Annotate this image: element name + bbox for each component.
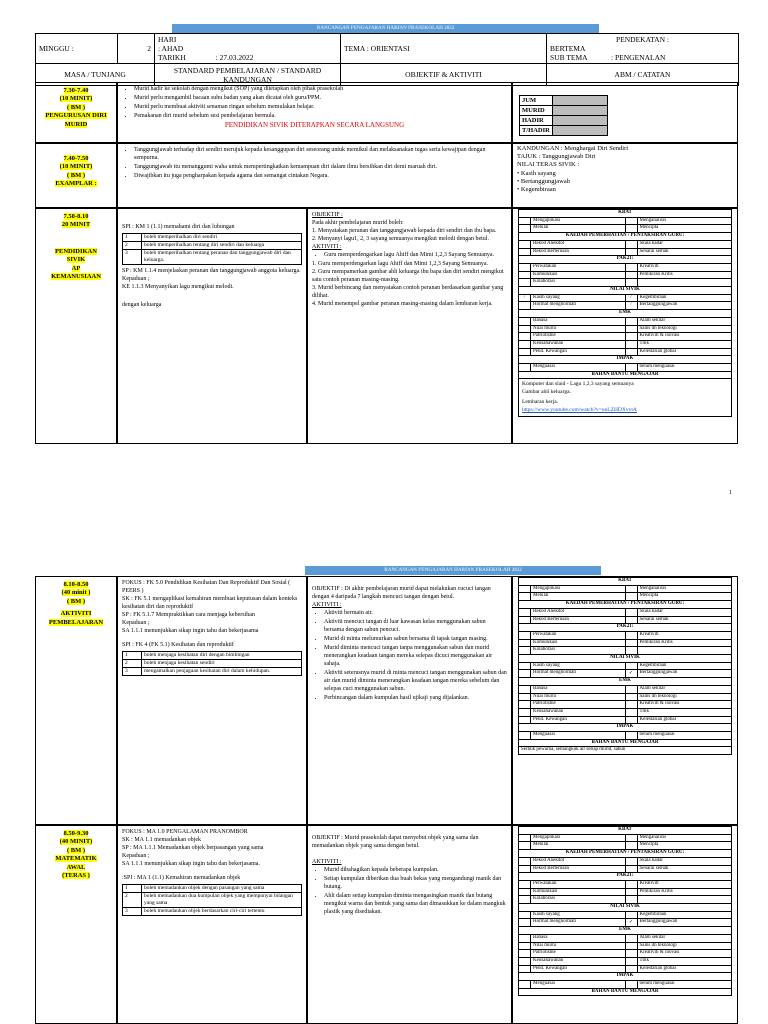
page-2: [0, 556, 768, 1024]
rubric-1: KBAT Mengaplikasi Menganalisis Menilai Mencipta KAEDAH PEMERHATIAN / PENTAKSIRAN GURU: Rekod Anekdot Skala kadar Rekod Berterusan Senarai semak PAK21: Perwatakan Kreativiti Komunikasi Pemikiran Kritis Kolaborasi NILAI SIVIK / Kasih sayang / Kegembiraan Hormat menghormati / Bertanggungjawab EMK Bahasa Alam sekitar Nilai murni Sains dn teknologi Patriotisme Kreativiti & inovasi Keusahawanan Tmk Pend. Kewangan Kelestarian global IMPAK Menguasai belum menguasai BAHAN BANTU MENGAJAR Komputer dan slaid - Lagu 1,2,3 sayang semuanya Gambar ahli keluarga. Lembaran kerja. https://www.youtube.com/watch?v=onLZHDXvvtA: [518, 209, 732, 417]
pendekatan-subtema: PENDEKATAN : BERTEMA SUB TEMA : PENGENALAN: [547, 34, 739, 64]
row2-time: 7.40-7.50 (10 MINIT) ( BM ) EXAMPLAR :: [35, 143, 117, 208]
minggu-value: 2: [118, 34, 155, 64]
row3-standard: SPI : KM 1 (1.1) memahami diri dan lubungan 1 boleh memperihalkan diri sendiri 2 boleh memperihalkan tentang diri sendiri dan keluarga 3 boleh memperihalkan tentang peranan dan tanggungjawab diri dan keluarga. SP : KM 1.1.4 menjelaskan peranan dan tanggungjawab anggota keluarga. Kepaduan ; KE 1.1.3 Menyanyikan lagu mengikut melodi. dengan keluarga: [117, 208, 307, 444]
page-1: [0, 0, 768, 470]
attendance-table: JUM MURID HADIR T/HADIR: [519, 95, 608, 136]
row3-aktiviti: • Guru memperdengarkan lagu Ahiff dan Mimi 1,2,3 Sayang Semuanya.: [312, 251, 507, 259]
col-masa: MASA / TUNJANG: [36, 64, 155, 86]
row5-objektif: OBJEKTIF : Murid prasekolah dapat menyebut objek yang sama dan memadankan objek yang sama dengan betul. AKTIVITI : • Murid dibahagikan kepada beberapa kumpulan. • Setiap kumpulan diberikan dua buah bekas yang mengandungi manik dan butang. • Ahli dalam setiap kumpulan diminta mengasingkan manik dan butang mengikut warna dan bentuk yang sama dan dimasukkan ke dalam mangkuk plastik yang disediakan.: [307, 825, 512, 1024]
tema: TEMA : ORIENTASI: [341, 34, 547, 64]
rubric-3: KBAT Mengaplikasi Menganalisis Menilai Mencipta KAEDAH PEMERHATIAN / PENTAKSIRAN GURU: Rekod Anekdot Skala kadar Rekod Berterusan Senarai semak PAK21: Perwatakan Kreativiti Komunikasi Pemikiran Kritis Kolaborasi NILAI SIVIK Kasih sayang Kegembiraan Hormat menghormati ✓ Bertanggungjawab EMK Bahasa Alam sekitar Nilai murni Sains dn teknologi Patriotisme Kreativiti & inovasi Keusahawanan Tmk Pend. Kewangan Kelestarian global IMPAK Menguasai belum menguasai BAHAN BANTU MENGAJAR: [518, 826, 732, 996]
row5-mini-table: 1 boleh memadankan objek dengan pasangan yang sama 2 boleh memadankan dua kumpulan objek yang mempunyai bilangan yang sama 3 boleh memadankan objek berdasarkan ciri-ciri tertentu: [122, 884, 302, 916]
youtube-link[interactable]: https://www.youtube.com/watch?v=onLZHDXvvtA: [522, 406, 637, 413]
banner-2: RANCANGAN PENGAJARAN HARIAN PRASEKOLAH 2022: [305, 566, 601, 575]
col-abm: ABM / CATATAN: [547, 64, 739, 86]
rubric-2: KBAT Mengaplikasi Menganalisis Menilai Mencipta KAEDAH PEMERHATIAN / PENTAKSIRAN GURU: Rekod Anekdot Skala kadar Rekod Berterusan Senarai semak PAK21: Perwatakan Kreativiti Komunikasi Pemikiran Kritis Kolaborasi NILAI SIVIK Kasih sayang Kegembiraan Hormat menghormati ✓ Bertanggungjawab EMK Bahasa Alam sekitar Nilai murni Sains dn teknologi Patriotisme Kreativiti & inovasi Keusahawanan Tmk Pend. Kewangan Kelestarian global IMPAK Menguasai belum menguasai BAHAN BANTU MENGAJAR Serbuk pewarna, semangkuk air setiap murid, sabun: [518, 577, 732, 755]
row4-bahan: Serbuk pewarna, semangkuk air setiap murid, sabun: [519, 747, 732, 755]
page-number: 1: [729, 490, 732, 496]
row2-notes: KANDUNGAN : Menghargai Diri Sendiri TAJUK : Tanggungjawab Diri NILAI TERAS SIVIK : • Kasih sayang • Bertanggungjawab • Kegembiraan: [512, 143, 738, 208]
header-table: [35, 33, 739, 86]
red-note: PENDIDIKAN SIVIK DITERAPKAN SECARA LANGSUNG: [224, 121, 405, 129]
row1-bullets: • Murid hadir ke sekolah dengan mengikut (SOP) yang ditetapkan oleh pihak prasekolah • Murid perlu mengambil bacaan suhu badan yang akan dicatat oleh guru/PPM. • Murid perlu membuat aktiviti senaman ringan sebelum memulakan belajar. • Pemakanan diri murid sebelum sesi pembelajaran bermula.: [122, 85, 507, 120]
row1-time: 7.30-7.40 (10 MINIT) ( BM ) PENGURUSAN DIRI MURID: [35, 82, 117, 143]
row3-objektif: OBJEKTIF : Pada akhir pembelajaran murid boleh: 1. Menyatakan peranan dan tanggungjawab kepada diri sendiri dan ibu bapa. 2. Menyanyi lagu1, 2, 3 sayang semuanya mengikut melodi dengan betul. AKTIVITI : • Guru memperdengarkan lagu Ahiff dan Mimi 1,2,3 Sayang Semuanya. 1. Guru memperdengarkan lagu Ahiff dan Mimi 1,2,3 Sayang Semuanya. 2. Guru mempamerkan gambar ahli keluarga ibu bapa dan diri sendiri mengikut satu contoh peranan masing-masing. 3. Murid berbincang dan menyatakan contoh peranan berdasarkan gambar yang dilihat. 4. Murid menempel gambar peranan masing-masing dalam lembaran kerja.: [307, 208, 512, 444]
row1-content: [117, 82, 512, 143]
row4-objektif: OBJEKTIF : Di akhir pembelajaran murid dapat melakukan cucuci tangan dengan 4 daripada 7 langkah mencuci tangan dengan betul. AKTIVITI : • Aktiviti bermain air. • Aktiviti mencuci tangan di luar kawasan kelas menggunakan sabun bersama dengan sabun pencuci. • Murid di minta melumurkan sabun bersama di tapak tangan masing. • Murid diminta mencuci tangan tanpa menggunakan sabun dan murid menerangkan keadaan tangan mereka selepas dicuci menggunakan air sahaja. • Aktiviti seterusnya murid di minta mencuci tangan menggunakan sabun dan air dan murid diminta menerangkan keadaan tangan mereka sebelum dan selepas cuci menggunakan sabun. • Perbincangan dalam kumpulan hasil ujikaji yang dijalankan.: [307, 576, 512, 825]
banner: RANCANGAN PENGAJARAN HARIAN PRASEKOLAH 2022: [172, 24, 599, 33]
row3-rubric: [512, 208, 738, 444]
row3-mini-table: 1 boleh memperihalkan diri sendiri 2 boleh memperihalkan tentang diri sendiri dan keluarga 3 boleh memperihalkan tentang peranan dan tanggungjawab diri dan keluarga.: [122, 233, 302, 265]
row4-standard: FOKUS : FK 5.0 Pendidikan Kesihatan Dan Reproduktif Dan Sosial ( PEERS ) SK : FK 5.1 mengaplikasi kemahiran membuat keputusan dalam konteks kesihatan diri dan reproduktif SP : FK 5.1.7 Mempraktikkan cara menjaga kebersihan Kepaduan ; SA 1.1.1 menunjukkan sikap ingin tahu dan bekerjasama SPI : FK 4 (FK 5.1) Kesihatan dan reproduktif 1 boleh menjaga kesihatan diri dengan bimbingan 2 boleh menjaga kesihatan sendiri 3 mengamalkan penjagaan kesihatan diri dalam kehidupan.: [117, 576, 307, 825]
hari-tarikh: HARI : AHAD TARIKH : 27.03.2022: [155, 34, 341, 64]
row4-aktiviti: • Aktiviti bermain air. • Aktiviti mencuci tangan di luar kawasan kelas menggunakan sabun bersama dengan sabun pencuci. • Murid di minta melumurkan sabun bersama di tapak tangan masing. • Murid diminta mencuci tangan tanpa menggunakan sabun dan murid menerangkan keadaan tangan mereka selepas dicuci menggunakan air sahaja. • Aktiviti seterusnya murid di minta mencuci tangan menggunakan sabun dan air dan murid diminta menerangkan keadaan tangan mereka sebelum dan selepas cuci menggunakan sabun. • Perbincangan dalam kumpulan hasil ujikaji yang dijalankan.: [312, 609, 507, 702]
row5-aktiviti: • Murid dibahagikan kepada beberapa kumpulan. • Setiap kumpulan diberikan dua buah bekas yang mengandungi manik dan butang. • Ahli dalam setiap kumpulan diminta mengasingkan manik dan butang mengikut warna dan bentuk yang sama dan dimasukkan ke dalam mangkuk plastik yang disediakan.: [312, 866, 507, 916]
col-standard: STANDARD PEMBELAJARAN / STANDARD KANDUNGAN: [155, 64, 341, 86]
col-objektif: OBJEKTIF & AKTIVITI: [341, 64, 547, 86]
row4-rubric: [512, 576, 738, 825]
row5-standard: FOKUS : MA 1.0 PENGALAMAN PRANOMBOR SK : MA 1.1 memadankan objek SP : MA 1.1.1 Memadankan objek berpasangan yang sama Kepaduan ; SA 1.1.1 menunjukkan sikap ingin tahu dan bekerjasama. :SPI : MA 1 (1.1) Kemahiran memadankan objek 1 boleh memadankan objek dengan pasangan yang sama 2 boleh memadankan dua kumpulan objek yang mempunyai bilangan yang sama 3 boleh memadankan objek berdasarkan ciri-ciri tertentu: [117, 825, 307, 1024]
row3-time: 7.50-8.10 20 MINIT PENDIDIKAN SIVIK AP KEMANUSIAAN: [35, 208, 117, 444]
row5-time: 8.50-9.30 (40 MINIT) ( BM ) MATEMATIK AWAL (TERAS ): [35, 825, 117, 1024]
row1-attendance: [512, 82, 738, 143]
row2-content: [117, 143, 512, 208]
row4-mini-table: 1 boleh menjaga kesihatan diri dengan bimbingan 2 boleh menjaga kesihatan sendiri 3 mengamalkan penjagaan kesihatan diri dalam kehidupan.: [122, 651, 302, 676]
page-gap: [0, 470, 768, 556]
row2-bullets: • Tanggungjawab terhadap diri sendiri merujuk kepada kesanggupan diri seseorang untuk memikul dan melaksanakan tugas serta kewajipan dengan sempurna. • Tanggungjawab itu menanggumi waha untuk mempertingkatkan kemampuan diri dalam ilmu bersihkan diri demi maruah diri. • Diwajibkan itu juga pengharpakan kepada agama dan semangat cintakan Negara.: [122, 146, 507, 180]
minggu-label: MINGGU :: [36, 34, 118, 64]
row5-rubric: [512, 825, 738, 1024]
row3-bahan: Komputer dan slaid - Lagu 1,2,3 sayang semuanya Gambar ahli keluarga. Lembaran kerja. https://www.youtube.com/watch?v=onLZHDXvvtA: [519, 379, 732, 417]
row4-time: 8.10-8.50 (40 minit ) ( BM ) AKTIVITI PEMBELAJARAN: [35, 576, 117, 825]
